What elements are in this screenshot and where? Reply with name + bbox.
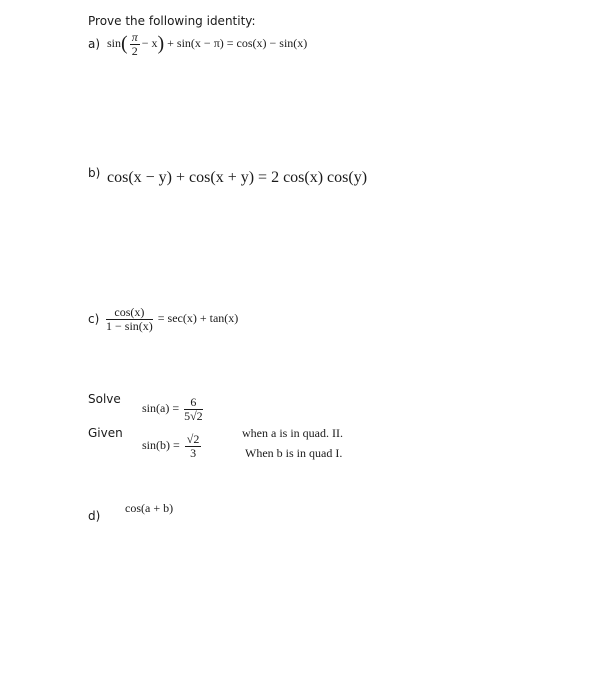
two-denominator: 2 [131, 43, 138, 58]
equation-a [107, 31, 307, 57]
eq-c-numerator: cos(x) [106, 306, 153, 320]
part-a-label: a) [88, 37, 101, 51]
paren-open: ( [121, 32, 128, 55]
equation-d: cos(a + b) [125, 501, 174, 515]
eq-c-rhs: = sec(x) + tan(x) [157, 310, 239, 325]
sin-a-equation [142, 396, 205, 422]
pi-numerator: π [131, 30, 138, 44]
sin-b-lhs: sin(b) = [142, 437, 180, 452]
given-label: Given [88, 426, 123, 440]
eq-a-sin: sin [107, 35, 122, 50]
sin-a-numerator: 6 [184, 396, 203, 410]
eq-a-minus-x: − x [141, 35, 158, 50]
equation-b: cos(x − y) + cos(x + y) = 2 cos(x) cos(y) [107, 169, 368, 186]
sin-b-numerator: √2 [186, 432, 200, 446]
sin-b-fraction [185, 433, 202, 459]
condition-a: when a is in quad. II. [242, 426, 343, 440]
eq-a-rest: + sin(x − π) = cos(x) − sin(x) [167, 35, 308, 50]
cos-over-fraction [106, 306, 153, 332]
part-c-label: c) [88, 312, 100, 326]
pi-over-2-fraction [130, 31, 140, 57]
condition-b: When b is in quad I. [245, 446, 343, 460]
equation-c [104, 306, 238, 332]
part-b-label: b) [88, 166, 101, 180]
sin-b-equation [142, 433, 203, 459]
eq-c-denominator: 1 − sin(x) [106, 318, 153, 333]
sin-a-lhs: sin(a) = [142, 400, 180, 415]
sin-b-denominator: 3 [190, 445, 197, 460]
heading: Prove the following identity: [88, 14, 256, 28]
sin-a-denominator: 5√2 [184, 408, 203, 423]
part-d-label: d) [88, 509, 101, 523]
paren-close: ) [157, 32, 165, 55]
sin-a-fraction [184, 396, 203, 422]
solve-label: Solve [88, 392, 121, 406]
